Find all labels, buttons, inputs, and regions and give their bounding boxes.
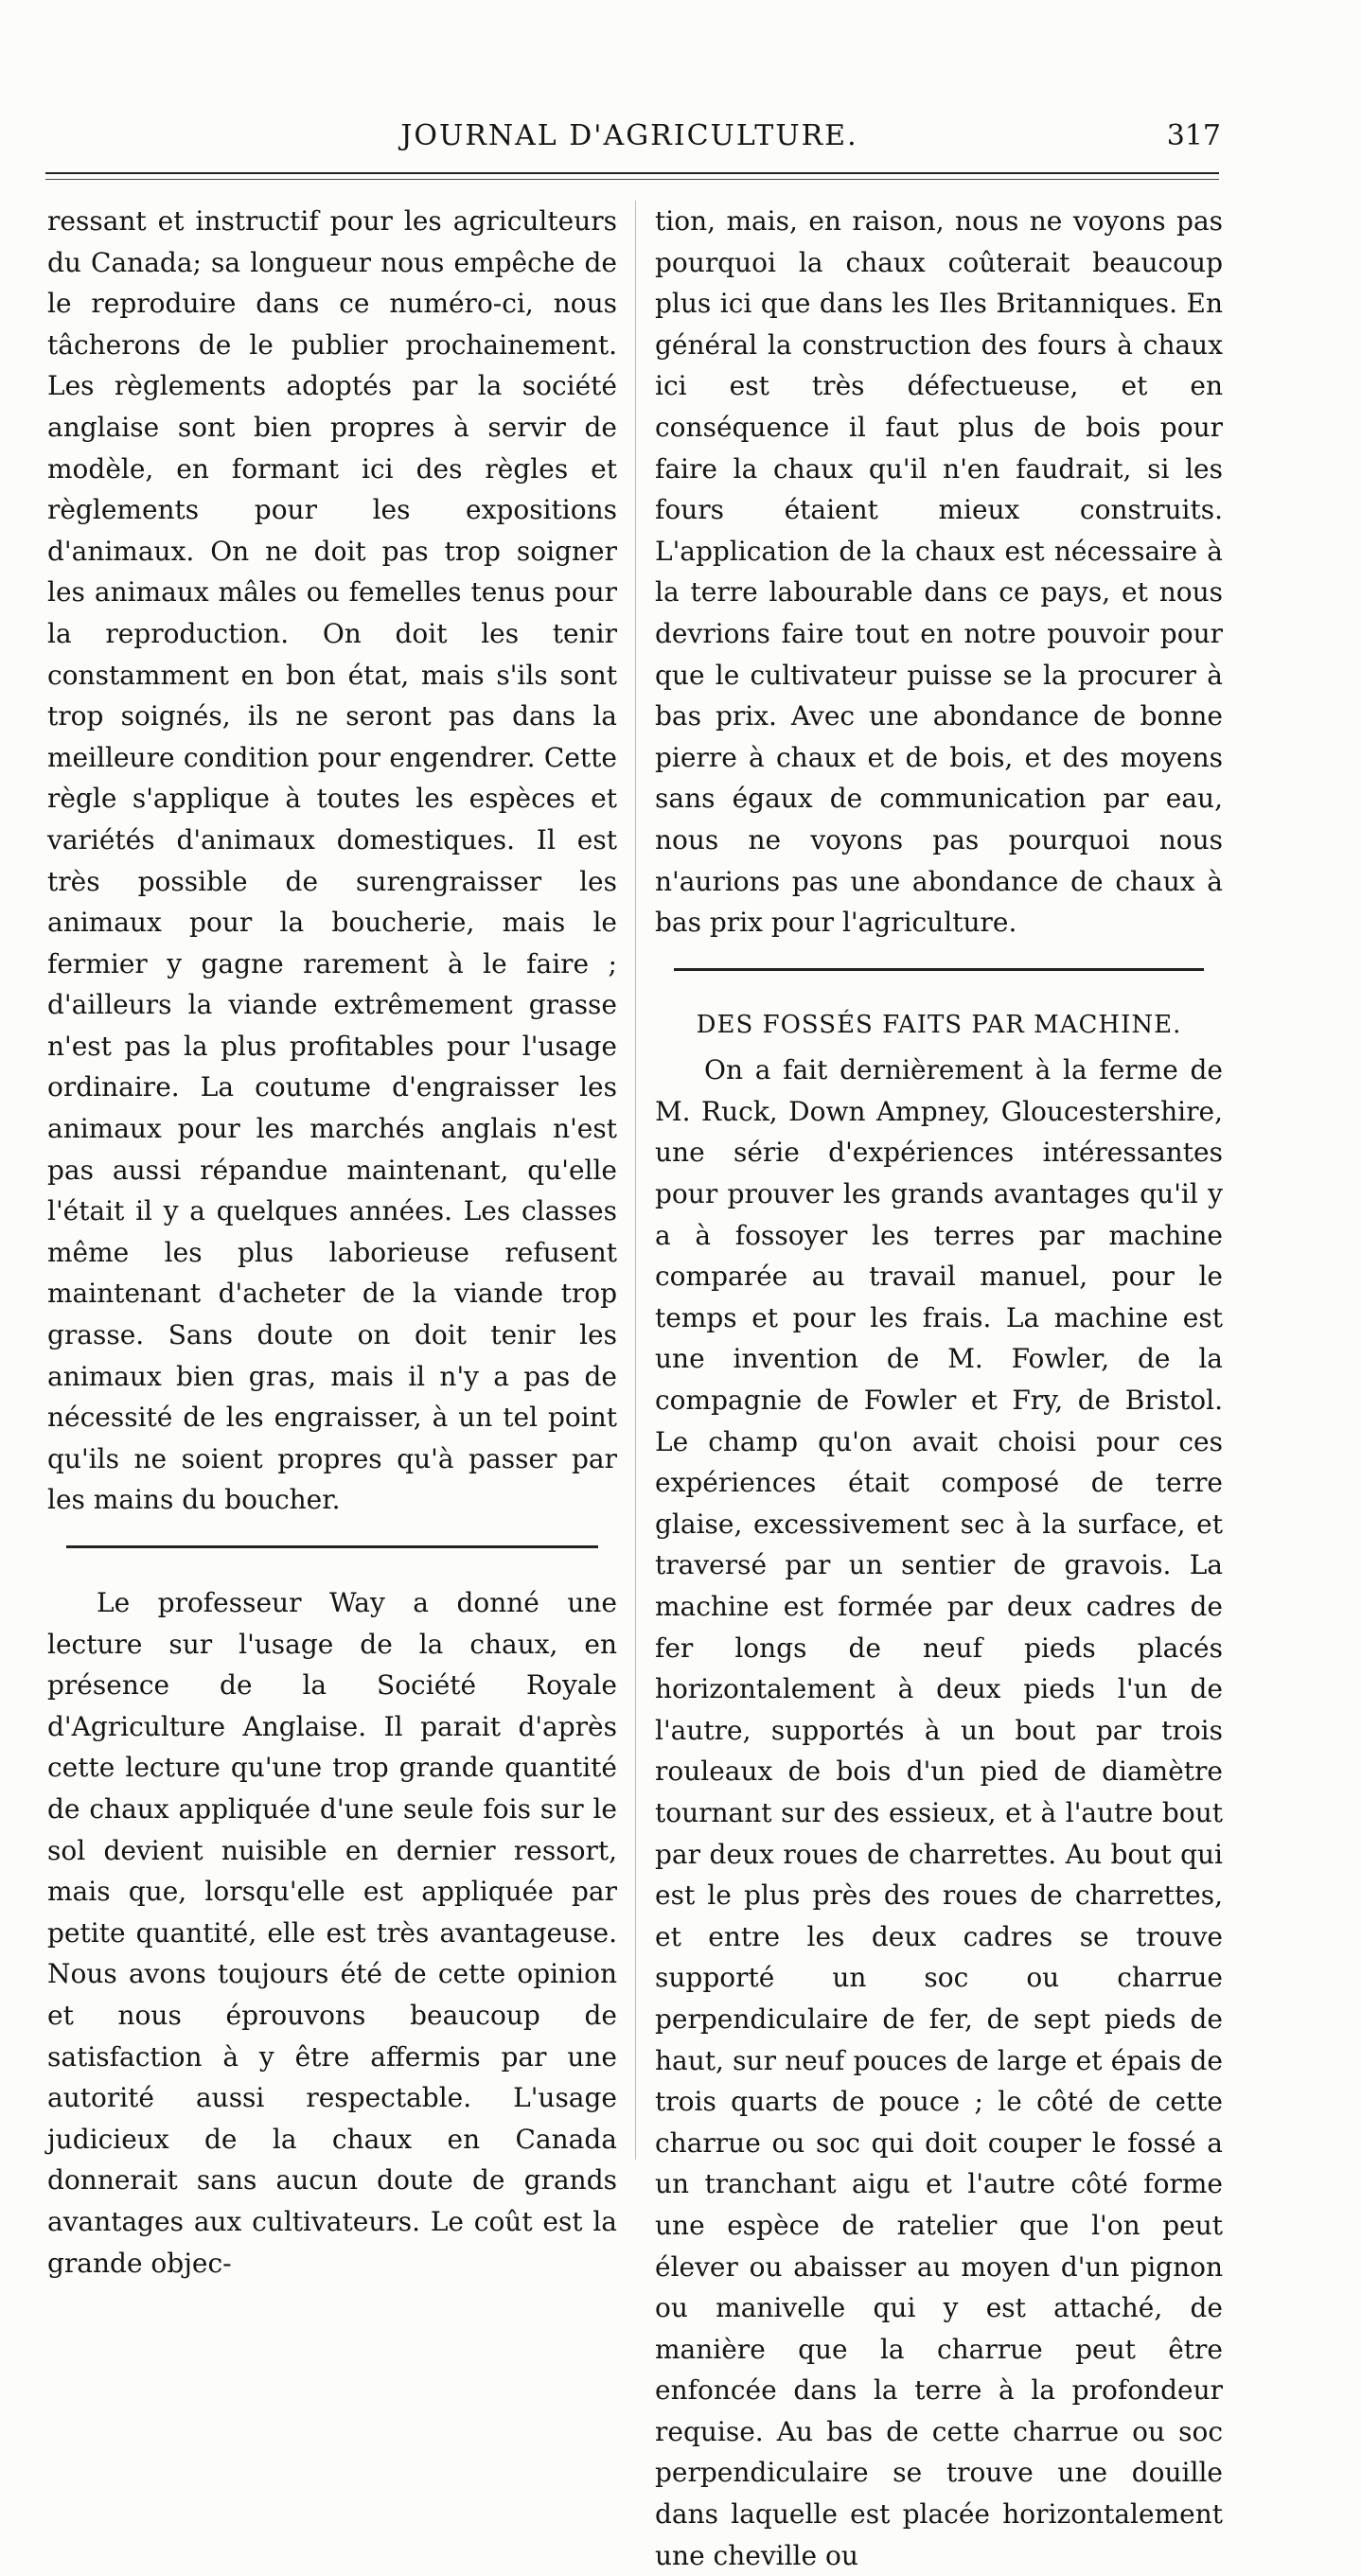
lime-article-continued: tion, mais, en raison, nous ne voyons pas pourquoi la chaux coûterait beaucoup plus ici que dans les Iles Britanniques. En général la construction des fours à chaux ici est très défectueuse, et en conséquence il faut plus de bois pour faire la chaux qu'il n'en faudrait, si les fours étaient mieux construits. L'application de la chaux est nécessaire à la terre labourable dans ce pays, et nous devrions faire tout en notre pouvoir pour que le cultivateur puisse se la procurer à bas prix. Avec une abondance de bonne pierre à chaux et de bois, et des moyens sans égaux de communication par eau, nous ne voyons pas pourquoi nous n'aurions pas une abondance de chaux à bas prix pour l'agriculture. [655, 205, 1223, 939]
section-heading: DES FOSSÉS FAITS PAR MACHINE. [696, 1010, 1182, 1039]
column-divider [635, 201, 636, 2160]
ditching-machine-article-text: On a fait dernièrement à la ferme de M. Ruck, Down Ampney, Gloucestershire, une série d'expériences intéressantes pour prouver les grands avantages qu'il y a à fossoyer les terres par machine comparée au travail manuel, pour le temps et pour les frais. La machine est une invention de M. Fowler, de la compagnie de Fowler et Fry, de Bristol. Le champ qu'on avait choisi pour ces expériences était composé de terre glaise, excessivement sec à la surface, et traversé par un sentier de gravois. La machine est formée par deux cadres de fer longs de neuf pieds placés horizontalement à deux pieds l'un de l'autre, supportés à un bout par trois rouleaux de bois d'un pied de diamètre tournant sur des essieux, et à l'autre bout par deux roues de charrettes. Au bout qui est le plus près des roues de charrettes, et entre les deux cadres se trouve supporté un soc ou charrue perpendiculaire de fer, de sept pieds de haut, sur neuf pouces de large et épais de trois quarts de pouce ; le côté de cette charrue ou soc qui doit couper le fossé a un tranchant aigu et l'autre côté forme une espèce de ratelier que l'on peut élever ou abaisser au moyen d'un pignon ou manivelle qui y est attaché, de manière que la charrue peut être enfoncée dans la terre à la profondeur requise. Au bas de cette charrue ou soc perpendiculaire se trouve une douille dans laquelle est placée horizontalement une cheville ou [655, 1054, 1223, 2571]
page-number: 317 [1166, 119, 1221, 152]
page-header [38, 119, 1221, 167]
article-text-continued: ressant et instructif pour les agriculteurs du Canada; sa longueur nous empêche de le reproduire dans ce numéro-ci, nous tâcherons de le publier prochainement. Les règlements adoptés par la société anglaise sont bien propres à servir de modèle, en formant ici des règles et règlements pour les expositions d'animaux. On ne doit pas trop soigner les animaux mâles ou femelles tenus pour la reproduction. On doit les tenir constamment en bon état, mais s'ils sont trop soignés, ils ne seront pas dans la meilleure condition pour engendrer. Cette règle s'applique à toutes les espèces et variétés d'animaux domestiques. Il est très possible de surengraisser les animaux pour la boucherie, mais le fermier y gagne rarement à le faire ; d'ailleurs la viande extrêmement grasse n'est pas la plus profitables pour l'usage ordinaire. La coutume d'engraisser les animaux pour les marchés anglais n'est pas aussi répandue maintenant, qu'elle l'était il y a quelques années. Les classes même les plus laborieuse refusent maintenant d'acheter de la viande trop grasse. Sans doute on doit tenir les animaux bien gras, mais il n'y a pas de nécessité de les engraisser, à un tel point qu'ils ne soient propres qu'à passer par les mains du boucher. [47, 205, 617, 1516]
right-column [655, 201, 1223, 2576]
header-rule [45, 172, 1219, 180]
left-column [47, 201, 617, 2284]
section-divider [66, 1545, 598, 1548]
section-divider [674, 968, 1204, 971]
running-title: JOURNAL D'AGRICULTURE. [400, 119, 858, 152]
lime-article-text: Le professeur Way a donné une lecture sur l'usage de la chaux, en présence de la Société Royale d'Agriculture Anglaise. Il parait d'après cette lecture qu'une trop grande quantité de chaux appliquée d'une seule fois sur le sol devient nuisible en dernier ressort, mais que, lorsqu'elle est appliquée par petite quantité, elle est très avantageuse. Nous avons toujours été de cette opinion et nous éprouvons beaucoup de satisfaction à y être affermis par une autorité aussi respectable. L'usage judicieux de la chaux en Canada donnerait sans aucun doute de grands avantages aux cultivateurs. Le coût est la grande objec- [47, 1587, 617, 2279]
